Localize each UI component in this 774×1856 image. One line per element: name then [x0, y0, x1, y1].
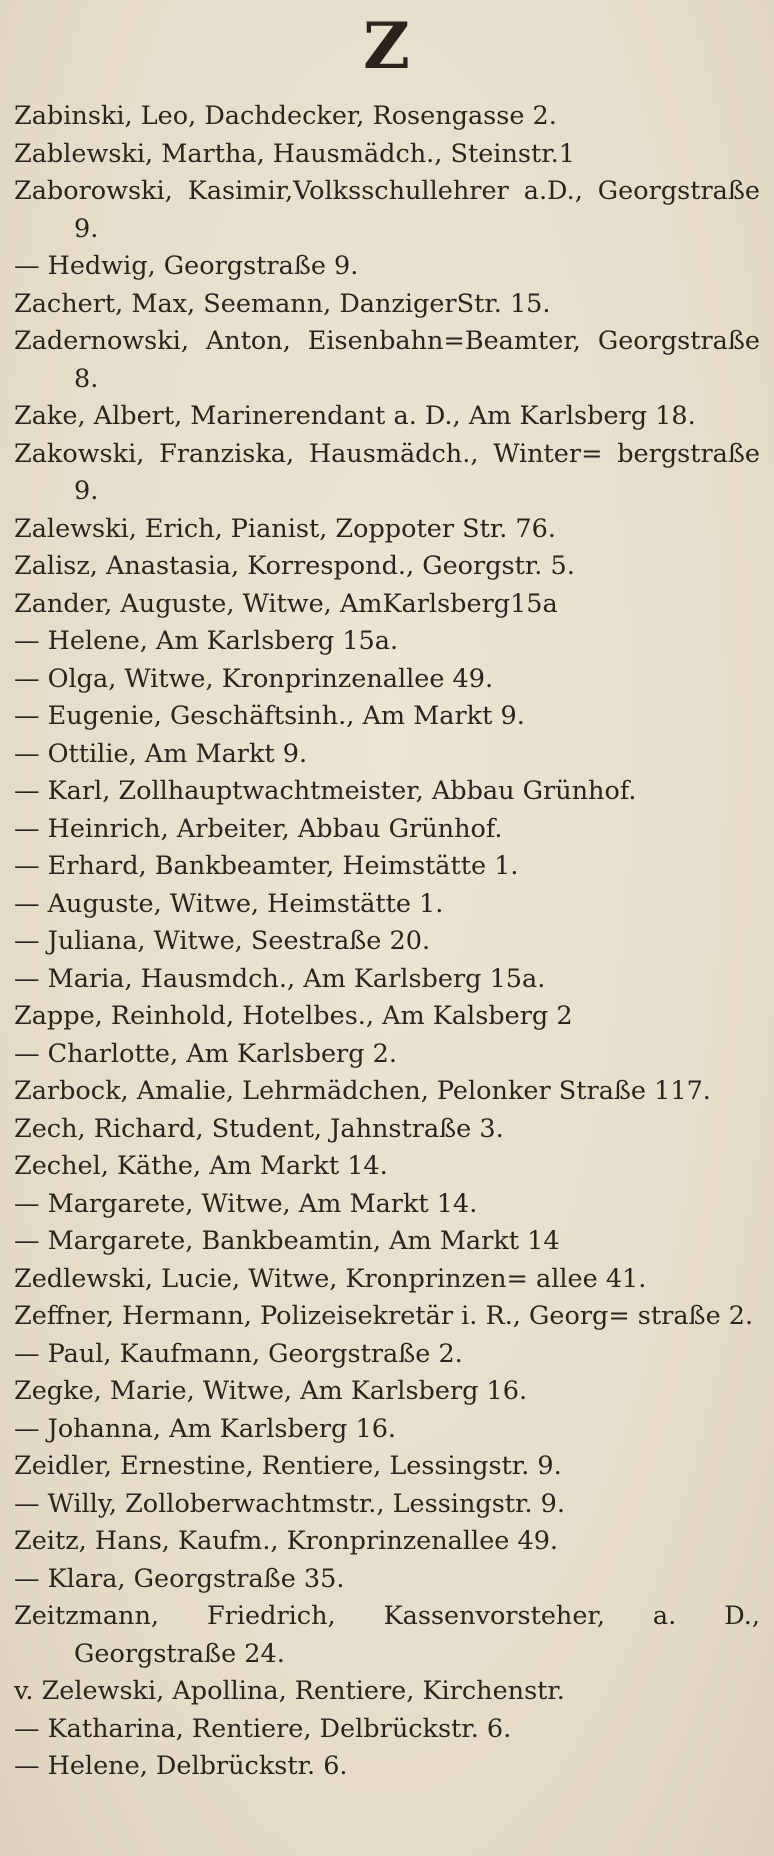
directory-entry: Zander, Auguste, Witwe, AmKarlsberg15a [14, 588, 558, 619]
directory-entry: — Charlotte, Am Karlsberg 2. [14, 1038, 397, 1069]
directory-entry: — Eugenie, Geschäftsinh., Am Markt 9. [14, 701, 525, 731]
directory-entry: — Erhard, Bankbeamter, Heimstätte 1. [14, 851, 519, 881]
directory-entry: — Maria, Hausmdch., Am Karlsberg 15a. [14, 963, 546, 994]
directory-entry: Zabinski, Leo, Dachdecker, Rosengasse 2. [14, 101, 557, 131]
directory-entry: Zakowski, Franziska, Hausmädch., Winter= bergstraße 9. [14, 438, 760, 506]
letter-heading: Z [363, 9, 411, 84]
directory-entry: — Olga, Witwe, Kronprinzenallee 49. [14, 663, 494, 694]
directory-entry: Zeitzmann, Friedrich, Kassenvorsteher, a. D., Georgstraße 24. [14, 1601, 760, 1669]
directory-entry: — Heinrich, Arbeiter, Abbau Grünhof. [14, 813, 503, 844]
directory-entry: — Auguste, Witwe, Heimstätte 1. [14, 888, 444, 919]
directory-entry: — Ottilie, Am Markt 9. [14, 738, 308, 769]
directory-entry: — Hedwig, Georgstraße 9. [14, 251, 359, 281]
directory-entry: Zechel, Käthe, Am Markt 14. [14, 1151, 388, 1181]
directory-entry: Zablewski, Martha, Hausmädch., Steinstr.1 [14, 138, 575, 169]
directory-entry: — Helene, Delbrückstr. 6. [14, 1751, 348, 1781]
directory-entry: — Klara, Georgstraße 35. [14, 1563, 345, 1594]
directory-entry: — Katharina, Rentiere, Delbrückstr. 6. [14, 1713, 512, 1744]
directory-entry: Zake, Albert, Marinerendant a. D., Am Karlsberg 18. [14, 401, 696, 431]
directory-entry: Zeidler, Ernestine, Rentiere, Lessingstr. 9. [14, 1451, 562, 1481]
directory-entry: Zegke, Marie, Witwe, Am Karlsberg 16. [14, 1376, 528, 1406]
directory-entry: Zachert, Max, Seemann, DanzigerStr. 15. [14, 288, 551, 319]
directory-entry: Zech, Richard, Student, Jahnstraße 3. [14, 1113, 504, 1144]
directory-entry: — Karl, Zollhauptwachtmeister, Abbau Grünhof. [14, 776, 637, 806]
directory-entry: Zeitz, Hans, Kaufm., Kronprinzenallee 49. [14, 1526, 559, 1556]
entry-list [14, 98, 760, 1786]
directory-entry: Zalisz, Anastasia, Korrespond., Georgstr. 5. [14, 551, 575, 581]
directory-entry: — Johanna, Am Karlsberg 16. [14, 1413, 397, 1444]
directory-entry: — Helene, Am Karlsberg 15a. [14, 626, 399, 656]
directory-entry: Zalewski, Erich, Pianist, Zoppoter Str. 76. [14, 513, 556, 544]
directory-entry: Zedlewski, Lucie, Witwe, Kronprinzen= allee 41. [14, 1263, 647, 1294]
directory-entry: Zarbock, Amalie, Lehrmädchen, Pelonker Straße 117. [14, 1076, 711, 1106]
directory-entry: v. Zelewski, Apollina, Rentiere, Kirchenstr. [14, 1676, 565, 1706]
directory-entry: — Paul, Kaufmann, Georgstraße 2. [14, 1338, 463, 1369]
directory-entry: Zappe, Reinhold, Hotelbes., Am Kalsberg 2 [14, 1001, 573, 1031]
directory-entry: Zaborowski, Kasimir,Volksschullehrer a.D., Georgstraße 9. [14, 176, 760, 244]
directory-entry: — Margarete, Bankbeamtin, Am Markt 14 [14, 1226, 560, 1256]
directory-entry: Zeffner, Hermann, Polizeisekretär i. R., Georg= straße 2. [14, 1301, 754, 1331]
directory-entry: — Juliana, Witwe, Seestraße 20. [14, 926, 431, 956]
directory-entry: — Willy, Zolloberwachtmstr., Lessingstr. 9. [14, 1488, 565, 1519]
directory-entry: — Margarete, Witwe, Am Markt 14. [14, 1188, 478, 1219]
directory-entry: Zadernowski, Anton, Eisenbahn=Beamter, Georgstraße 8. [14, 326, 760, 394]
